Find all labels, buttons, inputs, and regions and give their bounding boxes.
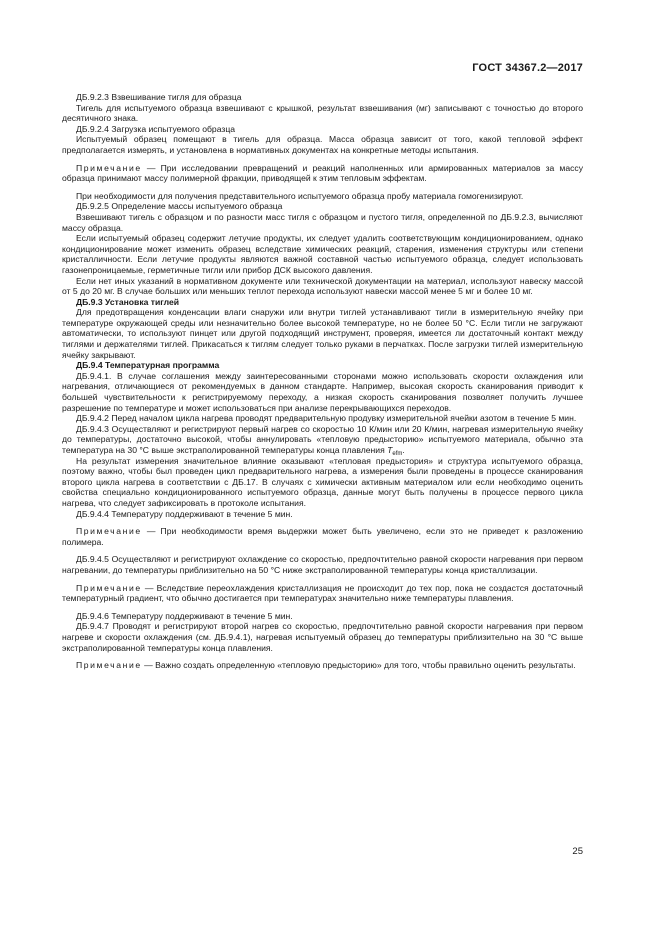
paragraph: ДБ.9.4.7 Проводят и регистрируют второй нагрев со скоростью, предпочтительно равной скорости нагревания при первом нагреве и скорости охлаждения (см. ДБ.9.4.1), нагревая испытуемый образец до температуры приблизительно на 30 °C выше экстраполированной температуры конца плавления. bbox=[62, 621, 583, 653]
paragraph: Испытуемый образец помещают в тигель для образца. Масса образца зависит от того, какой тепловой эффект предполагается измерять, и установлена в нормативных документах на конкретные методы испытания. bbox=[62, 134, 583, 155]
symbol-subscript: efm bbox=[392, 451, 403, 457]
paragraph: Тигель для испытуемого образца взвешивают с крышкой, результат взвешивания (мг) записывают с точностью до второго десятичного знака. bbox=[62, 102, 583, 124]
paragraph: ДБ.9.4.4 Температуру поддерживают в течение 5 мин. bbox=[76, 508, 293, 519]
note-text: — При исследовании превращений и реакций наполненных или армированных материалов за массу образца принимают массу полимерной фракции, приводящей к этим тепловым эффектам. bbox=[62, 162, 583, 184]
section-heading: ДБ.9.4 Температурная программа bbox=[76, 360, 220, 371]
note bbox=[62, 660, 583, 671]
paragraph-end: . bbox=[402, 445, 405, 455]
paragraph: ДБ.9.4.2 Перед началом цикла нагрева проводят предварительную продувку измерительной ячейки азотом в течение 5 мин. bbox=[76, 413, 577, 424]
note-text: — При необходимости время выдержки может быть увеличено, если это не приведет к разложению полимера. bbox=[62, 526, 583, 547]
paragraph-text: ДБ.9.4.3 Осуществляют и регистрируют первый нагрев со скоростью 10 К/мин или 20 К/мин, нагревая измерительную ячейку до температуры, достаточно высокой, чтобы аннулировать «тепловую предысторию» испытуемого материала, обычно эта температура на 30 °C выше экстраполированной температуры конца плавления bbox=[62, 423, 583, 455]
note-label: Примечание bbox=[76, 582, 142, 593]
paragraph: ДБ.9.4.1. В случае соглашения между заинтересованными сторонами можно использовать скорости охлаждения или нагревания, отличающиеся от рекомендуемых в данном стандарте. Например, высокая скорость сканирования приводит к большей чувствительности к регистрируемому переходу, а низкая скорость сканирования позволяет получить лучшее разрешение по температуре и может использоваться при анализе перекрывающихся переходов. bbox=[62, 370, 583, 413]
paragraph: ДБ.9.4.6 Температуру поддерживают в течение 5 мин. bbox=[76, 610, 293, 621]
document-code: ГОСТ 34367.2—2017 bbox=[472, 62, 583, 74]
note-text: — Вследствие переохлаждения кристаллизация не происходит до тех пор, пока не создастся достаточный температурный градиент, что обычно достигается при температурах значительно ниже температуры плавления. bbox=[62, 582, 583, 604]
section-heading: ДБ.9.2.3 Взвешивание тигля для образца bbox=[76, 92, 242, 102]
paragraph: На результат измерения значительное влияние оказывают «тепловая предыстория» и структура испытуемого образца, поэтому важно, чтобы был проведен цикл предварительного нагрева, а измерения были проведены в процессе сканирования второго цикла нагрева в соответствии с ДБ.17. В случаях с химически активным материалом или если необходимо оценить свойства специально кондиционированного испытуемого образца, данные могут быть получены в процессе первого цикла нагрева, что следует зафиксировать в протоколе испытания. bbox=[62, 455, 583, 508]
paragraph bbox=[62, 424, 583, 456]
page-body bbox=[62, 92, 583, 671]
paragraph: При необходимости для получения представительного испытуемого образца пробу материала гомогенизируют. bbox=[76, 190, 524, 201]
note-label: Примечание bbox=[76, 162, 142, 173]
paragraph: Взвешивают тигель с образцом и по разности масс тигля с образцом и пустого тигля, определенной по ДБ.9.2.3, вычисляют массу образца. bbox=[62, 211, 583, 233]
section-heading: ДБ.9.3 Установка тиглей bbox=[76, 296, 180, 307]
note bbox=[62, 583, 583, 604]
section-heading: ДБ.9.2.4 Загрузка испытуемого образца bbox=[76, 123, 236, 134]
paragraph: Если испытуемый образец содержит летучие продукты, их следует удалить соответствующим кондиционированием, однако кондиционирование может изменить образец вследствие химических реакций, старения, изменения структуры или степени кристалличности. Если летучие продукты являются важной составной частью испытуемого образца, следует использовать газонепроницаемые, герметичные тигли или прибор ДСК высокого давления. bbox=[62, 233, 583, 275]
note-label: Примечание bbox=[76, 526, 142, 537]
paragraph: Если нет иных указаний в нормативном документе или технической документации на материал, используют навеску массой от 5 до 20 мг. В случае больших или меньших теплот перехода используют навески массой менее 5 мг и более 10 мг. bbox=[62, 275, 583, 297]
note-text: — Важно создать определенную «тепловую предысторию» для того, чтобы правильно оценить результаты. bbox=[141, 660, 576, 671]
paragraph: Для предотвращения конденсации влаги снаружи или внутри тиглей устанавливают тигли в измерительную ячейку при температуре окружающей среды или незначительно более высокой температуре, но не более 50 °C. Если тигли не загружают автоматически, то используют пинцет или другой подходящий инструмент, проверяя, имеется ли достаточный контакт между тиглями и держателями тиглей. Прикасаться к тиглям следует только руками в перчатках. После загрузки тиглей измерительную ячейку закрывают. bbox=[62, 307, 583, 360]
page-number: 25 bbox=[572, 846, 583, 857]
note bbox=[62, 526, 583, 547]
note-label: Примечание bbox=[76, 660, 142, 671]
symbol-T: T bbox=[387, 445, 393, 455]
paragraph: ДБ.9.4.5 Осуществляют и регистрируют охлаждение со скоростью, предпочтительно равной скорости нагревания при первом нагревании, до температуры приблизительно на 50 °C ниже экстраполированной температуры конца кристаллизации. bbox=[62, 554, 583, 575]
note bbox=[62, 163, 583, 184]
section-heading: ДБ.9.2.5 Определение массы испытуемого образца bbox=[76, 201, 283, 212]
